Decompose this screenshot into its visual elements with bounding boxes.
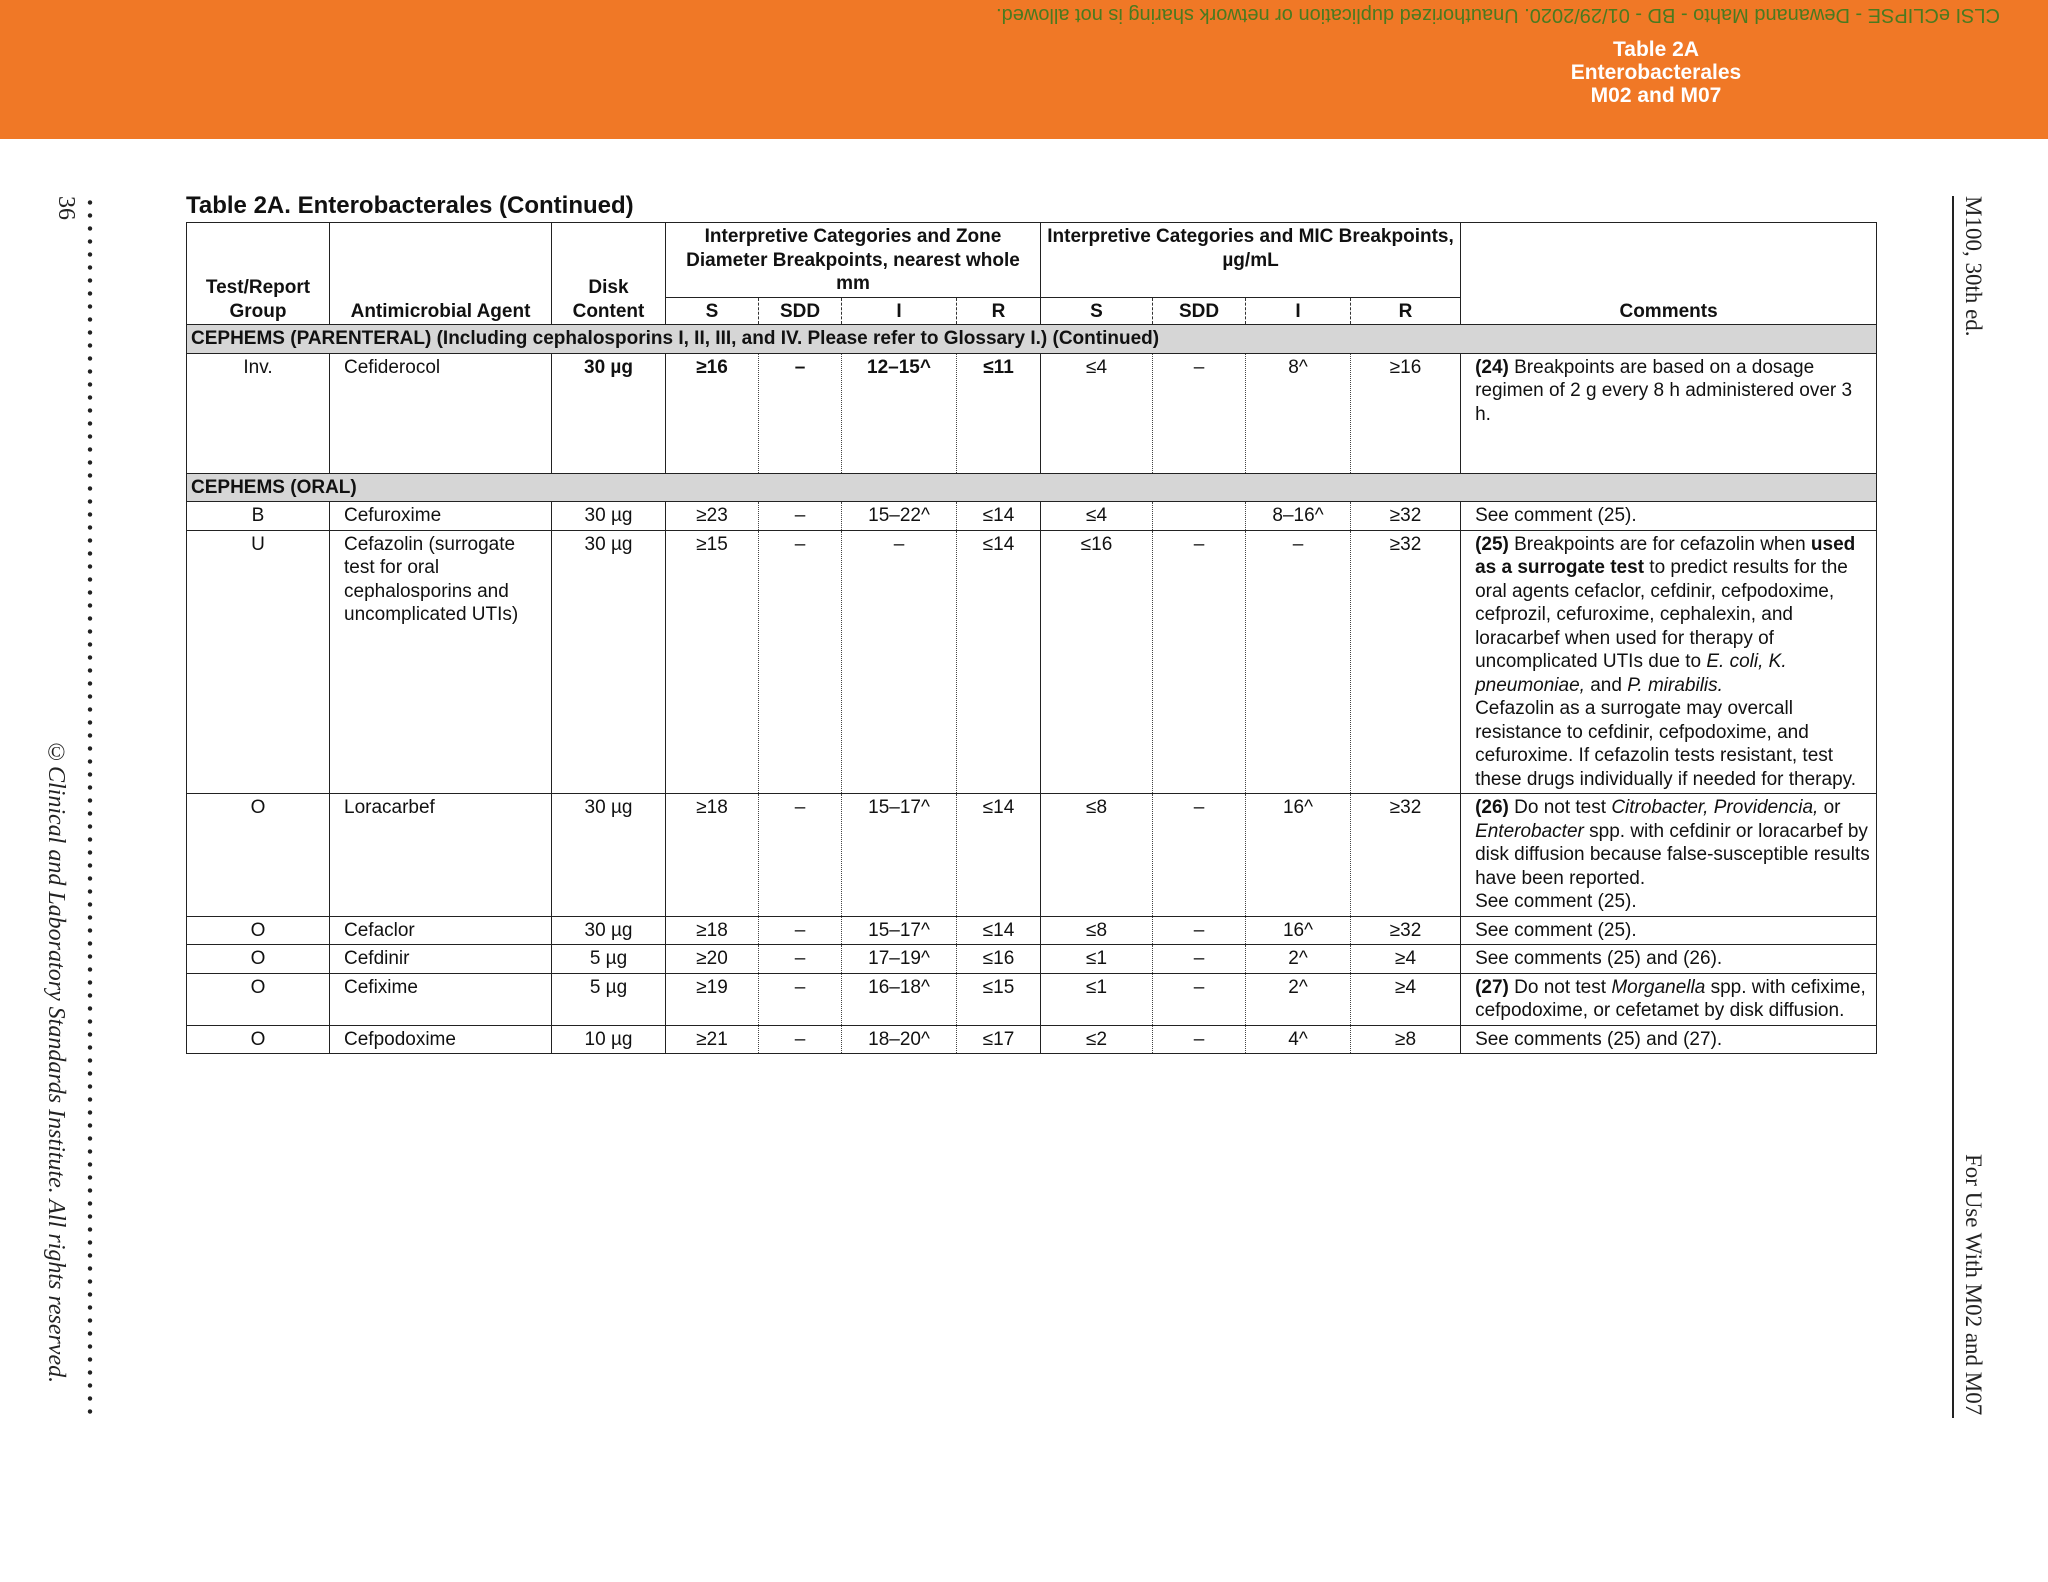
cell-mic-r: ≥32 [1351, 530, 1461, 794]
dotted-margin-rule [86, 196, 94, 1420]
cell-disk: 30 µg [552, 794, 666, 917]
cell-mic-s: ≤4 [1041, 502, 1153, 531]
section-row-parenteral [187, 325, 1877, 354]
cell-mic-sdd: – [1153, 353, 1246, 473]
comment-text: Do not test [1508, 976, 1612, 998]
cell-disk: 5 µg [552, 945, 666, 974]
comment-organism: E. coli, K. pneumoniae, [1475, 651, 1787, 696]
table-row [187, 973, 1877, 1025]
col-header-zone-sdd: SDD [759, 297, 842, 325]
cell-mic-r: ≥32 [1351, 794, 1461, 917]
edition-label: M100, 30th ed. [1961, 196, 1986, 337]
watermark: CLSI eCLIPSE - Dewanand Mahto - BD - 01/29/2020. Unauthorized duplication or network sharing is not allowed. [996, 4, 2000, 26]
cell-mic-r: ≥4 [1351, 945, 1461, 974]
cell-zone-i: 12–15^ [842, 353, 957, 473]
cell-group: O [187, 916, 330, 945]
col-header-zone-s: S [666, 297, 759, 325]
cell-disk: 30 µg [552, 530, 666, 794]
cell-mic-sdd: – [1153, 794, 1246, 917]
cell-zone-i: 18–20^ [842, 1025, 957, 1054]
cell-comment: See comment (25). [1461, 502, 1877, 531]
cell-mic-s: ≤1 [1041, 945, 1153, 974]
breakpoint-table [186, 222, 1877, 1054]
col-header-mic-s: S [1041, 297, 1153, 325]
cell-zone-r: ≤14 [957, 916, 1041, 945]
cell-mic-i: 2^ [1246, 973, 1351, 1025]
col-header-group: Test/Report Group [187, 223, 330, 325]
cell-mic-s: ≤1 [1041, 973, 1153, 1025]
comment-text: and [1584, 674, 1628, 696]
cell-zone-i: 15–17^ [842, 794, 957, 917]
cell-zone-s: ≥20 [666, 945, 759, 974]
cell-zone-r: ≤14 [957, 794, 1041, 917]
table-row [187, 530, 1877, 794]
cell-zone-r: ≤14 [957, 502, 1041, 531]
cell-zone-sdd: – [759, 1025, 842, 1054]
cell-zone-sdd: – [759, 973, 842, 1025]
col-header-disk: Disk Content [552, 223, 666, 325]
comment-text: See comment (25). [1475, 891, 1637, 912]
cell-agent: Cefazolin (surrogate test for oral cephalosporins and uncomplicated UTIs) [330, 530, 552, 794]
table-row [187, 916, 1877, 945]
cell-mic-i: 8–16^ [1246, 502, 1351, 531]
cell-comment [1461, 353, 1877, 473]
cell-disk: 10 µg [552, 1025, 666, 1054]
comment-text: spp. with cefixime, cefpodoxime, or cefetamet by disk diffusion. [1475, 976, 1866, 1021]
cell-agent: Cefixime [330, 973, 552, 1025]
section-title: CEPHEMS (ORAL) [187, 473, 1877, 502]
comment-text: or [1818, 797, 1841, 818]
cell-comment: See comment (25). [1461, 916, 1877, 945]
cell-mic-r: ≥8 [1351, 1025, 1461, 1054]
cell-zone-s: ≥23 [666, 502, 759, 531]
cell-disk: 30 µg [552, 353, 666, 473]
cell-mic-sdd: – [1153, 916, 1246, 945]
cell-group: U [187, 530, 330, 794]
banner-line-2: Enterobacterales [1570, 61, 1742, 84]
cell-mic-i: 2^ [1246, 945, 1351, 974]
cell-mic-sdd [1153, 502, 1246, 531]
page-number: 36 [53, 196, 79, 220]
cell-zone-r: ≤14 [957, 530, 1041, 794]
cell-comment [1461, 973, 1877, 1025]
col-header-zone-r: R [957, 297, 1041, 325]
col-header-zone-i: I [842, 297, 957, 325]
cell-agent: Cefiderocol [330, 353, 552, 473]
cell-agent: Cefdinir [330, 945, 552, 974]
cell-zone-sdd: – [759, 916, 842, 945]
cell-zone-sdd: – [759, 945, 842, 974]
cell-group: O [187, 794, 330, 917]
cell-zone-i: 15–22^ [842, 502, 957, 531]
comment-number: (26) [1475, 797, 1509, 818]
cell-mic-s: ≤8 [1041, 916, 1153, 945]
comment-text: spp. with cefdinir or loracarbef by disk diffusion because false-susceptible results have been reported. [1475, 820, 1870, 889]
cell-mic-sdd: – [1153, 530, 1246, 794]
cell-mic-r: ≥4 [1351, 973, 1461, 1025]
cell-zone-s: ≥19 [666, 973, 759, 1025]
cell-zone-r: ≤16 [957, 945, 1041, 974]
header-row-1 [187, 223, 1877, 298]
cell-zone-s: ≥21 [666, 1025, 759, 1054]
col-header-mic: Interpretive Categories and MIC Breakpoints, µg/mL [1041, 223, 1461, 298]
cell-mic-i: – [1246, 530, 1351, 794]
section-title: CEPHEMS (PARENTERAL) (Including cephalosporins I, II, III, and IV. Please refer to Glossary I.) (Continued) [187, 325, 1877, 354]
cell-mic-s: ≤16 [1041, 530, 1153, 794]
cell-agent: Cefaclor [330, 916, 552, 945]
cell-group: O [187, 945, 330, 974]
banner-line-1: Table 2A [1613, 38, 1699, 61]
cell-mic-r: ≥32 [1351, 916, 1461, 945]
cell-disk: 30 µg [552, 502, 666, 531]
table-row [187, 1025, 1877, 1054]
cell-disk: 30 µg [552, 916, 666, 945]
cell-zone-i: – [842, 530, 957, 794]
col-header-mic-sdd: SDD [1153, 297, 1246, 325]
cell-mic-s: ≤2 [1041, 1025, 1153, 1054]
cell-group: Inv. [187, 353, 330, 473]
cell-mic-i: 4^ [1246, 1025, 1351, 1054]
comment-text: Cefazolin as a surrogate may overcall resistance to cefdinir, cefpodoxime, and cefuroxime. If cefazolin tests resistant, test these drugs individually if needed for therapy. [1475, 698, 1856, 790]
comment-number: (24) [1475, 356, 1509, 378]
banner-title [1496, 38, 1816, 107]
cell-zone-sdd: – [759, 530, 842, 794]
comment-text: Breakpoints are based on a dosage regimen of 2 g every 8 h administered over 3 h. [1475, 356, 1853, 425]
cell-mic-i: 8^ [1246, 353, 1351, 473]
col-header-agent: Antimicrobial Agent [330, 223, 552, 325]
comment-number: (27) [1475, 976, 1509, 998]
cell-zone-sdd: – [759, 353, 842, 473]
cell-zone-i: 16–18^ [842, 973, 957, 1025]
cell-zone-s: ≥15 [666, 530, 759, 794]
cell-zone-sdd: – [759, 502, 842, 531]
comment-text: to predict results for the oral agents cefaclor, cefdinir, cefpodoxime, cefprozil, cefuroxime, cephalexin, and loracarbef when used for therapy of uncomplicated UTIs due to [1475, 557, 1848, 672]
cell-mic-r: ≥16 [1351, 353, 1461, 473]
comment-organism: P. mirabilis. [1627, 674, 1723, 696]
cell-mic-s: ≤8 [1041, 794, 1153, 917]
cell-disk: 5 µg [552, 973, 666, 1025]
comment-organism: Enterobacter [1475, 820, 1584, 842]
col-header-zone: Interpretive Categories and Zone Diameter Breakpoints, nearest whole mm [666, 223, 1041, 298]
cell-zone-r: ≤17 [957, 1025, 1041, 1054]
table-row [187, 945, 1877, 974]
comment-text: Breakpoints are for cefazolin when [1508, 533, 1811, 555]
right-margin-rule [1952, 196, 1954, 1418]
cell-comment [1461, 794, 1877, 917]
cell-mic-s: ≤4 [1041, 353, 1153, 473]
comment-organism: Citrobacter, Providencia, [1611, 797, 1819, 818]
comment-organism: Morganella [1611, 976, 1706, 998]
cell-zone-s: ≥18 [666, 916, 759, 945]
section-row-oral [187, 473, 1877, 502]
cell-comment [1461, 530, 1877, 794]
comment-emphasis: used as a surrogate test [1475, 533, 1856, 578]
cell-zone-s: ≥18 [666, 794, 759, 917]
table-row [187, 502, 1877, 531]
cell-mic-i: 16^ [1246, 916, 1351, 945]
table-row [187, 353, 1877, 473]
col-header-mic-i: I [1246, 297, 1351, 325]
cell-comment: See comments (25) and (26). [1461, 945, 1877, 974]
for-use-label: For Use With M02 and M07 [1961, 1154, 1986, 1416]
copyright-notice: ©Clinical and Laboratory Standards Institute. All rights reserved. [43, 740, 69, 1384]
cell-group: O [187, 1025, 330, 1054]
cell-agent: Loracarbef [330, 794, 552, 917]
table-title: Table 2A. Enterobacterales (Continued) [186, 192, 634, 219]
cell-agent: Cefuroxime [330, 502, 552, 531]
header-banner [0, 0, 2048, 139]
cell-zone-i: 17–19^ [842, 945, 957, 974]
banner-line-3: M02 and M07 [1590, 84, 1722, 107]
cell-group: O [187, 973, 330, 1025]
comment-text: Do not test [1508, 797, 1612, 818]
cell-mic-sdd: – [1153, 945, 1246, 974]
cell-zone-r: ≤15 [957, 973, 1041, 1025]
comment-number: (25) [1475, 533, 1509, 555]
cell-mic-r: ≥32 [1351, 502, 1461, 531]
cell-zone-s: ≥16 [666, 353, 759, 473]
table-row [187, 794, 1877, 917]
cell-zone-r: ≤11 [957, 353, 1041, 473]
cell-mic-i: 16^ [1246, 794, 1351, 917]
cell-mic-sdd: – [1153, 973, 1246, 1025]
cell-group: B [187, 502, 330, 531]
cell-zone-sdd: – [759, 794, 842, 917]
cell-agent: Cefpodoxime [330, 1025, 552, 1054]
cell-comment: See comments (25) and (27). [1461, 1025, 1877, 1054]
col-header-comments: Comments [1461, 223, 1877, 325]
cell-mic-sdd: – [1153, 1025, 1246, 1054]
cell-zone-i: 15–17^ [842, 916, 957, 945]
col-header-mic-r: R [1351, 297, 1461, 325]
